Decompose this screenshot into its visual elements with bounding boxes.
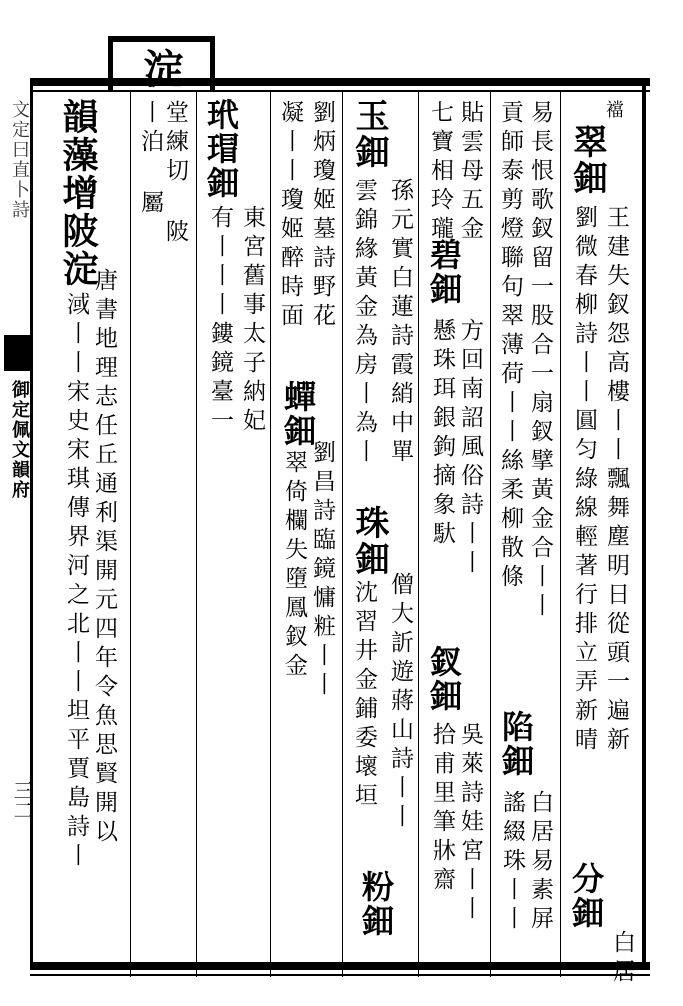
column-divider	[270, 92, 271, 977]
text-col-10c: 沈習井金鋪委壞垣	[351, 580, 377, 812]
text-col-4: 有丨丨丨鏤鏡臺一	[207, 205, 233, 437]
text-col-1: 淢丨丨宋史宋琪傳界河之北丨丨坦平賈島詩丨	[63, 292, 89, 872]
right-border	[642, 80, 646, 970]
text-col-14b: 拾甫里筆牀齋	[429, 722, 455, 896]
bottom-border-thin	[30, 974, 650, 976]
text-col-5: 東宮舊事太子納妃	[239, 205, 265, 437]
header-tab-top	[108, 36, 214, 42]
text-col-14a: 吳萊詩娃宮丨丨	[457, 722, 483, 925]
heading-yu-dian: 玉鈿	[349, 98, 389, 170]
text-col-6: 凝丨丨瓊姬醉時面	[277, 100, 303, 332]
text-col-16b: 謠綴珠丨丨	[499, 790, 525, 935]
text-col-17: 易長恨歌釵留一股合一扇釵擘黃金合丨丨	[527, 100, 553, 622]
text-col-9: 雲錦緣黃金為房丨為丨	[351, 178, 377, 468]
margin-book-title: 御定佩文韻府	[9, 380, 30, 500]
text-col-7: 翠倚欄失墮鳳釵金	[281, 450, 307, 682]
bottom-border-thick	[30, 962, 650, 970]
column-divider	[130, 92, 131, 977]
text-col-7b: 劉昌詩臨鏡慵粧丨丨	[309, 440, 335, 701]
text-col-13a: 貼雲母五金	[457, 100, 483, 245]
text-col-8: 劉炳瓊姬墓詩野花	[309, 100, 335, 332]
text-col-13b: 方回南詔風俗詩丨丨	[457, 318, 483, 579]
text-col-10b: 僧大訢遊蔣山詩丨丨	[387, 572, 413, 833]
text-col-13c: 懸珠珥銀鉤摘象馱	[429, 318, 455, 550]
heading-bi-dian: 碧鈿	[425, 238, 463, 306]
heading-xian-dian: 陷鈿	[497, 710, 535, 778]
text-col-19a: 襠	[603, 100, 624, 121]
text-col-3a: 堂練切 陂	[162, 100, 188, 248]
text-col-19b: 劉微春柳詩丨丨圓匀綠線輕著行排立弄新晴	[571, 205, 597, 756]
text-col-20: 王建失釵怨高樓丨丨飄舞塵明日從頭一遍新	[603, 205, 629, 756]
column-divider	[342, 92, 343, 977]
page-number: 三二	[10, 780, 34, 820]
header-tab-right	[210, 36, 215, 92]
heading-fen-dian: 粉鈿	[357, 870, 395, 938]
text-col-3b: 丨泊 屬	[137, 100, 163, 219]
top-border-thick	[30, 78, 650, 86]
heading-cui-dian: 翠鈿	[567, 124, 607, 196]
text-col-12: 七寶相玲瓏	[427, 100, 453, 245]
column-divider	[196, 92, 197, 977]
text-col-18: 白居	[609, 930, 635, 988]
heading-daimao-dian: 玳瑁鈿	[202, 98, 240, 200]
text-col-10a: 孫元實白蓮詩霞綃中單	[387, 178, 413, 468]
heading-chai-dian: 釵鈿	[425, 645, 463, 713]
text-col-15: 貢師泰剪燈聯句翠薄荷丨丨絲柔柳散條	[497, 100, 523, 593]
heading-fen2-dian: 分鈿	[567, 862, 605, 930]
text-col-16a: 白居易素屏	[527, 790, 553, 935]
heading-zhu-dian: 珠鈿	[349, 505, 389, 577]
margin-black-block	[4, 335, 30, 371]
text-col-2: 唐書地理志任丘通利渠開元四年令魚思賢開以	[91, 268, 117, 848]
column-divider	[418, 92, 419, 977]
heading-yunzao-zeng: 韻藻增陂淀	[57, 98, 99, 288]
header-tab-char: 淀	[137, 48, 184, 90]
heading-chan-dian: 蟬鈿	[279, 380, 317, 448]
column-divider	[490, 92, 491, 977]
column-divider	[560, 92, 561, 977]
header-tab-left	[108, 36, 113, 92]
margin-book-title-top: 文定曰直卜詩	[9, 100, 30, 220]
top-border-thin	[30, 90, 650, 92]
